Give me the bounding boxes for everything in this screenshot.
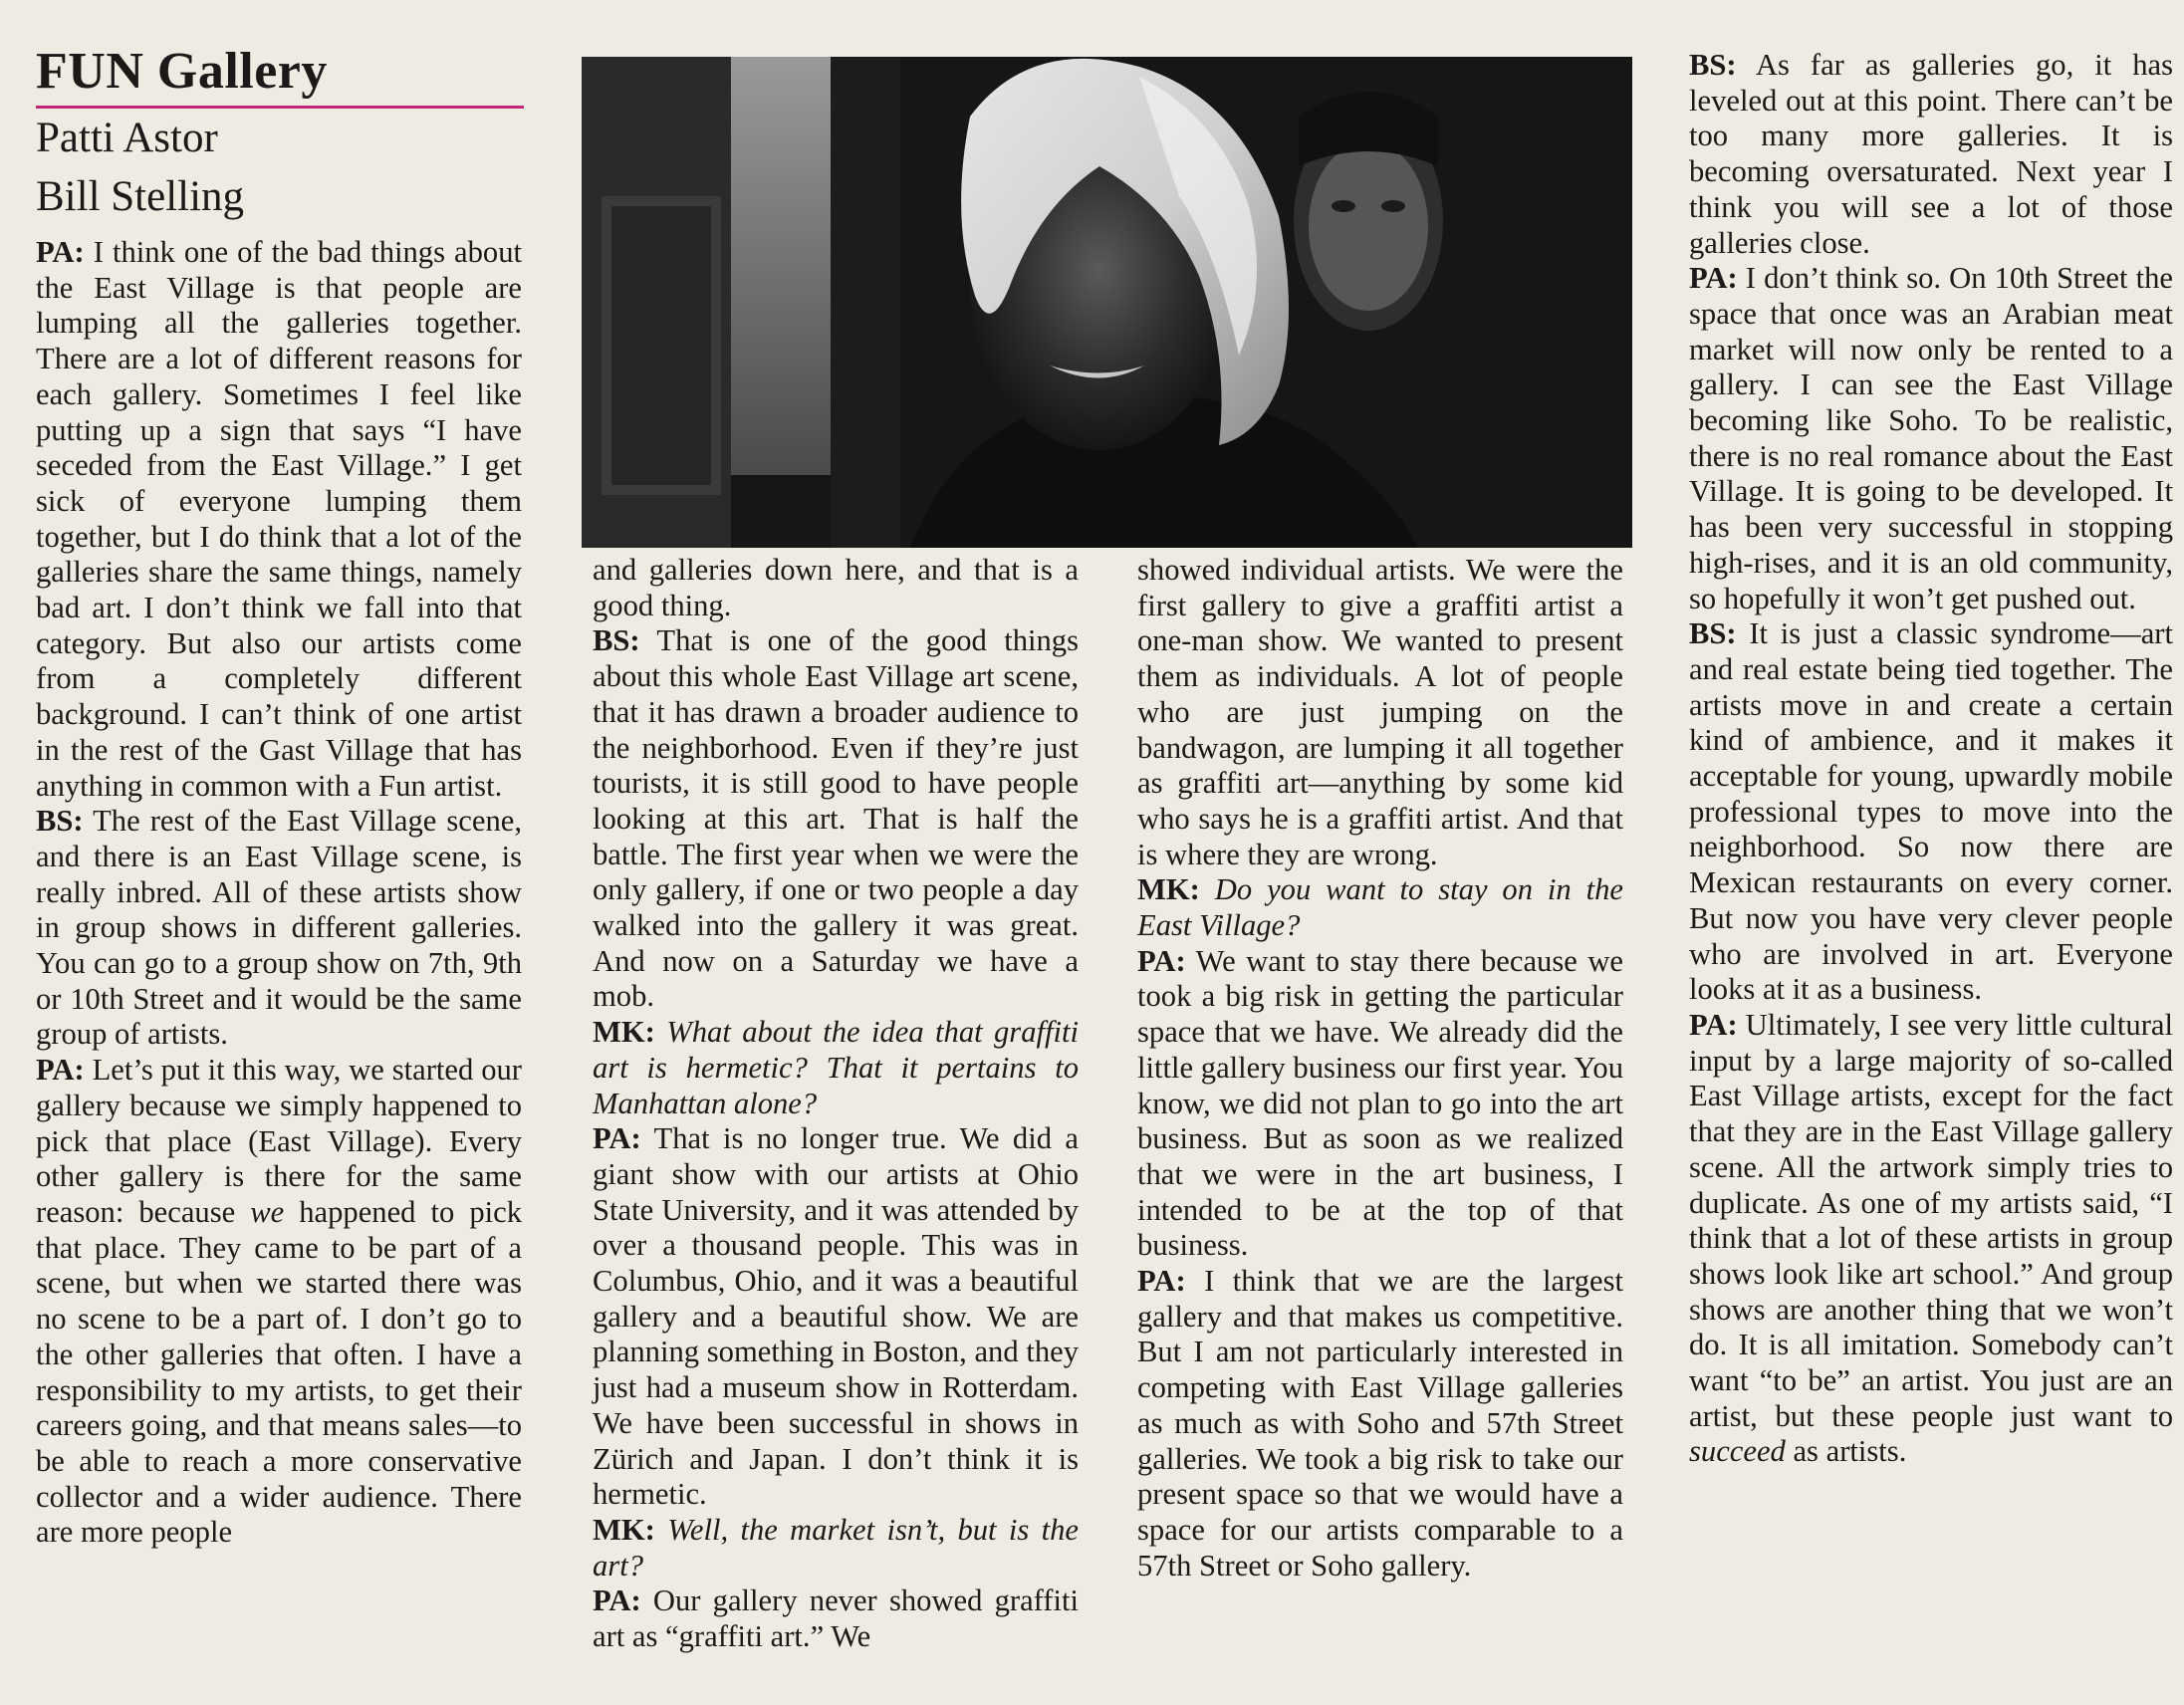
- paragraph-text: The rest of the East Village scene, and there is an East Village scene, is really inbred. All of these artists show in group shows in different galleries. You can go to a group show on 7th, 9th or 10th Street and it would be the same group of artists.: [36, 804, 522, 1052]
- paragraph-text: Ultimately, I see very little cultural input by a large majority of so-called East Village artists, except for the fact that they are in the East Village gallery scene. All the artwork simply tries to duplicate. As one of my artists said, “I think that a lot of these artists in group shows look like art school.” And group shows are another thing that we won’t do. It is all imitation. Somebody can’t want “to be” an artist. You just are an artist, but these people just want to: [1689, 1007, 2173, 1433]
- speaker-initials: BS:: [1689, 48, 1737, 82]
- paragraph-text: as artists.: [1785, 1434, 1907, 1469]
- paragraph: [593, 1513, 1079, 1583]
- interview-question: Well, the market isn’t, but is the art?: [593, 1512, 1079, 1583]
- interview-question: What about the idea that graffiti art is hermetic? That it pertains to Manhattan alone?: [593, 1015, 1079, 1120]
- paragraph-text: showed individual artists. We were the first gallery to give a graffiti artist a one-man show. We wanted to present them as individuals. A lot of people who are just jumping on the bandwagon, are lumping it all together as graffiti art—anything by some kid who says he is a graffiti artist. And that is where they are wrong.: [1137, 553, 1623, 871]
- paragraph: [593, 1015, 1079, 1121]
- portrait-photo: [582, 57, 1632, 548]
- emphasis-text: succeed: [1689, 1434, 1786, 1469]
- speaker-initials: BS:: [36, 804, 84, 839]
- text-column-3: [1137, 553, 1623, 1583]
- paragraph-text: We want to stay there because we took a big risk in getting the particular space that we have. We already did the little gallery business our first year. You know, we did not plan to go into the art business. But as soon as we realized that we were in the art business, I intended to be at the top of that business.: [1137, 943, 1623, 1263]
- paragraph-text: As far as galleries go, it has leveled out at this point. There can’t be too many more galleries. It is becoming oversaturated. Next year I think you will see a lot of those galleries close.: [1689, 48, 2173, 260]
- speaker-initials: PA:: [1137, 943, 1186, 978]
- text-column-2: [593, 553, 1079, 1655]
- paragraph: [1689, 48, 2173, 261]
- paragraph-text: It is just a classic syndrome—art and real estate being tied together. The artists move in and create a certain kind of ambience, and it makes it acceptable for young, upwardly mobile professional types to move into the neighborhood. So now there are Mexican restaurants on every corner. But now you have very clever people who are involved in art. Everyone looks at it as a business.: [1689, 616, 2173, 1007]
- interview-question: Do you want to stay on in the East Village?: [1137, 872, 1623, 943]
- paragraph: [36, 235, 522, 804]
- paragraph: [1137, 872, 1623, 943]
- article-title: FUN Gallery: [36, 43, 328, 100]
- photo-image: [582, 57, 1632, 548]
- paragraph: [593, 1121, 1079, 1513]
- speaker-initials: PA:: [1689, 261, 1738, 296]
- paragraph-text: Our gallery never showed graffiti art as “graffiti art.” We: [593, 1583, 1079, 1654]
- speaker-initials: MK:: [593, 1512, 655, 1547]
- emphasis-text: we: [250, 1194, 285, 1229]
- paragraph: [1137, 944, 1623, 1264]
- paragraph-text: That is one of the good things about this whole East Village art scene, that it has drawn a broader audience to the neighborhood. Even if they’re just tourists, it is still good to have people looking at this art. That is half the battle. The first year when we were the only gallery, if one or two people a day walked into the gallery it was great. And now on a Saturday we have a mob.: [593, 623, 1079, 1014]
- paragraph-text: happened to pick that place. They came to be part of a scene, but when we started there was no scene to be a part of. I don’t go to the other galleries that often. I have a responsibility to my artists, to get their careers going, and that means sales—to be able to reach a more conservative collector and a wider audience. There are more people: [36, 1194, 522, 1550]
- speaker-initials: BS:: [1689, 616, 1737, 651]
- paragraph: [593, 1583, 1079, 1654]
- paragraph: [1137, 553, 1623, 872]
- text-column-4: [1689, 48, 2173, 1470]
- paragraph-text: Let’s put it this way, we started our gallery because we simply happened to pick that place (East Village). Every other gallery is there for the same reason: because: [36, 1053, 522, 1229]
- interviewee-name: Bill Stelling: [36, 173, 245, 220]
- speaker-initials: PA:: [1689, 1007, 1738, 1042]
- paragraph: [1689, 1008, 2173, 1470]
- paragraph-text: That is no longer true. We did a giant show with our artists at Ohio State University, and it was attended by over a thousand people. This was in Columbus, Ohio, and it was a beautiful gallery and a beautiful show. We are planning something in Boston, and they just had a museum show in Rotterdam. We have been successful in shows in Zürich and Japan. I don’t think it is hermetic.: [593, 1121, 1079, 1512]
- speaker-initials: PA:: [1137, 1264, 1186, 1299]
- speaker-initials: BS:: [593, 623, 640, 658]
- interviewee-name: Patti Astor: [36, 115, 218, 161]
- paragraph-text: I think one of the bad things about the East Village is that people are lumping all the galleries together. There are a lot of different reasons for each gallery. Sometimes I feel like putting up a sign that says “I have seceded from the East Village.” I get sick of everyone lumping them together, but I do think that a lot of the galleries share the same things, namely bad art. I don’t think we fall into that category. But also our artists come from a completely different background. I can’t think of one artist in the rest of the Gast Village that has anything in common with a Fun artist.: [36, 235, 522, 803]
- paragraph: [36, 1053, 522, 1551]
- speaker-initials: MK:: [593, 1015, 655, 1050]
- paragraph: [1137, 1264, 1623, 1583]
- speaker-initials: PA:: [36, 1053, 85, 1088]
- paragraph: [1689, 261, 2173, 616]
- paragraph: [593, 623, 1079, 1015]
- paragraph: [593, 553, 1079, 623]
- paragraph-text: I think that we are the largest gallery and that makes us competitive. But I am not particularly interested in competing with East Village galleries as much as with Soho and 57th Street galleries. We took a big risk to take our present space so that we would have a space for our artists comparable to a 57th Street or Soho gallery.: [1137, 1264, 1623, 1583]
- paragraph-text: I don’t think so. On 10th Street the space that once was an Arabian meat market will now only be rented to a gallery. I can see the East Village becoming like Soho. To be realistic, there is no real romance about the East Village. It is going to be developed. It has been very successful in stopping high-rises, and it is an old community, so hopefully it won’t get pushed out.: [1689, 261, 2173, 615]
- paragraph-text: and galleries down here, and that is a good thing.: [593, 553, 1079, 622]
- article-header: [36, 42, 524, 226]
- speaker-initials: MK:: [1137, 872, 1200, 907]
- paragraph: [1689, 616, 2173, 1008]
- speaker-initials: PA:: [593, 1583, 641, 1618]
- speaker-initials: PA:: [593, 1121, 641, 1156]
- speaker-initials: PA:: [36, 235, 85, 269]
- text-column-1: [36, 235, 522, 1551]
- paragraph: [36, 804, 522, 1053]
